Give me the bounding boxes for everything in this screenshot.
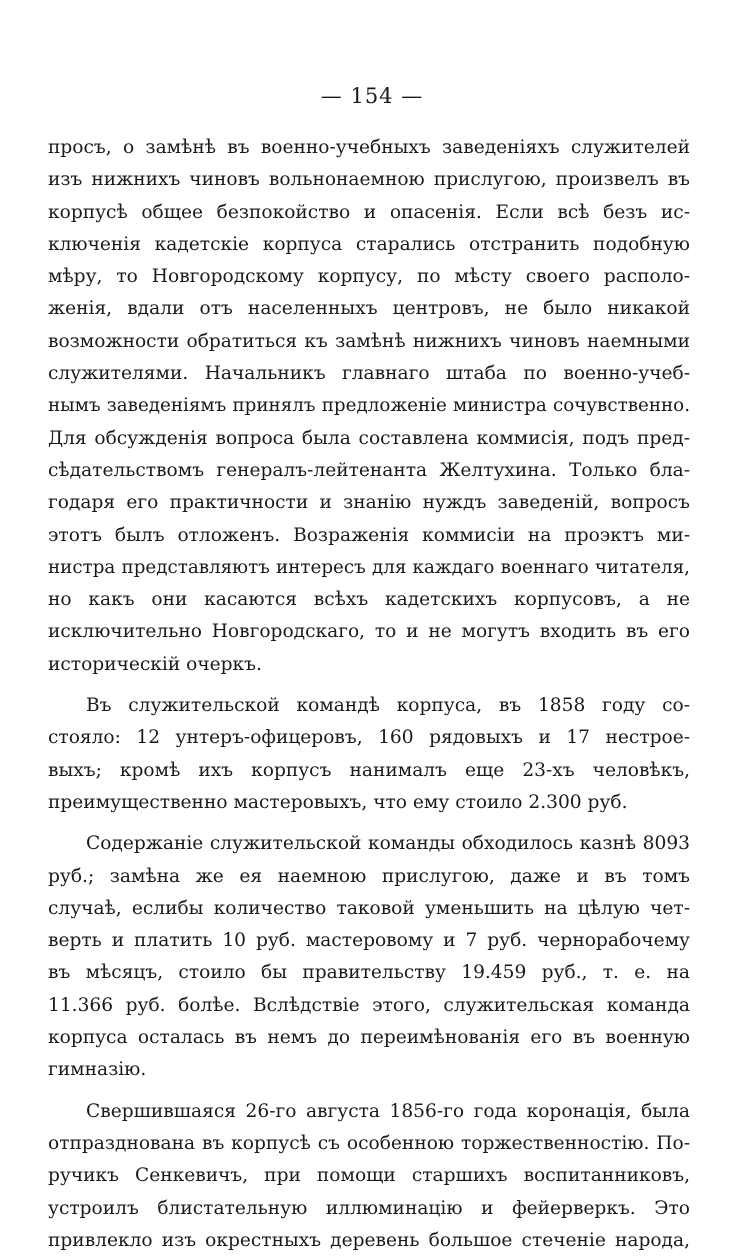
text-line: привлекло изъ окрестныхъ деревень большое стеченіе народа, (48, 1229, 690, 1251)
text-line: 11.366 руб. болѣе. Вслѣдствіе этого, служительская команда (48, 994, 690, 1016)
text-line: историческій очеркъ. (48, 653, 262, 675)
text-line: корпуса осталась въ немъ до переимѣнованія его въ военную (48, 1027, 690, 1049)
text-line: этотъ былъ отложенъ. Возраженія коммисіи на проэктъ ми- (48, 524, 690, 546)
text-line: ручикъ Сенкевичъ, при помощи старшихъ воспитанниковъ, (48, 1165, 690, 1187)
text-line: преимущественно мастеровыхъ, что ему стоило 2.300 руб. (48, 791, 628, 813)
text-line: исключительно Новгородскаго, то и не могутъ входить въ его (48, 621, 690, 643)
text-line: возможности обратиться къ замѣнѣ нижнихъ чиновъ наемными (48, 330, 690, 352)
text-line: Для обсужденія вопроса была составлена коммисія, подъ пред- (48, 427, 690, 449)
text-line: отпразднована въ корпусѣ съ особенною торжественностію. По- (48, 1132, 690, 1154)
text-line: просъ, о замѣнѣ въ военно-учебныхъ заведеніяхъ служителей (48, 137, 690, 158)
text-line: Въ служительской командѣ корпуса, въ 1858 году со- (86, 695, 690, 717)
text-line: верть и платить 10 руб. мастеровому и 7 руб. чернорабочему (48, 930, 690, 952)
text-line: нистра представляютъ интересъ для каждаго военнаго читателя, (48, 556, 690, 578)
text-line: Свершившаяся 26-го августа 1856-го года коронація, была (86, 1100, 690, 1122)
paragraph-4 (48, 1096, 690, 1257)
text-line: въ мѣсяцъ, стоило бы правительству 19.459 руб., т. е. на (48, 962, 690, 984)
text-line: Содержаніе служительской команды обходилось казнѣ 8093 (86, 833, 690, 855)
paragraph-1 (48, 132, 690, 681)
text-line: годаря его практичности и знанію нуждъ заведеній, вопросъ (48, 492, 690, 514)
text-line: сѣдательствомъ генералъ-лейтенанта Желтухина. Только бла- (48, 459, 690, 481)
text-line: изъ нижнихъ чиновъ вольнонаемною прислугою, произвелъ въ (48, 169, 690, 191)
text-line: корпусѣ общее безпокойство и опасенія. Если всѣ безъ ис- (48, 201, 690, 223)
text-line: служителями. Начальникъ главнаго штаба по военно-учеб- (48, 363, 690, 385)
text-line: выхъ; кромѣ ихъ корпусъ нанималъ еще 23-хъ человѣкъ, (48, 759, 690, 781)
paragraph-3 (48, 828, 690, 1086)
page-number: — 154 — (320, 84, 424, 108)
paragraph-2 (48, 690, 690, 819)
text-line: нымъ заведеніямъ принялъ предложеніе министра сочувственно. (48, 395, 690, 417)
body-text (48, 132, 690, 1257)
text-line: но какъ они касаются всѣхъ кадетскихъ корпусовъ, а не (48, 589, 690, 611)
text-line: случаѣ, еслибы количество таковой уменьшить на цѣлую чет- (48, 897, 690, 919)
text-line: ключенія кадетскіе корпуса старались отстранить подобную (48, 233, 690, 255)
text-line: гимназію. (48, 1059, 147, 1081)
text-line: руб.; замѣна же ея наемною прислугою, даже и въ томъ (48, 865, 690, 887)
text-line: женія, вдали отъ населенныхъ центровъ, не было никакой (48, 298, 690, 320)
text-line: мѣру, то Новгородскому корпусу, по мѣсту своего располо- (48, 266, 690, 288)
text-line: стояло: 12 унтеръ-офицеровъ, 160 рядовыхъ и 17 нестрое- (48, 727, 690, 749)
text-line: устроилъ блистательную иллюминацію и фейерверкъ. Это (48, 1197, 690, 1219)
